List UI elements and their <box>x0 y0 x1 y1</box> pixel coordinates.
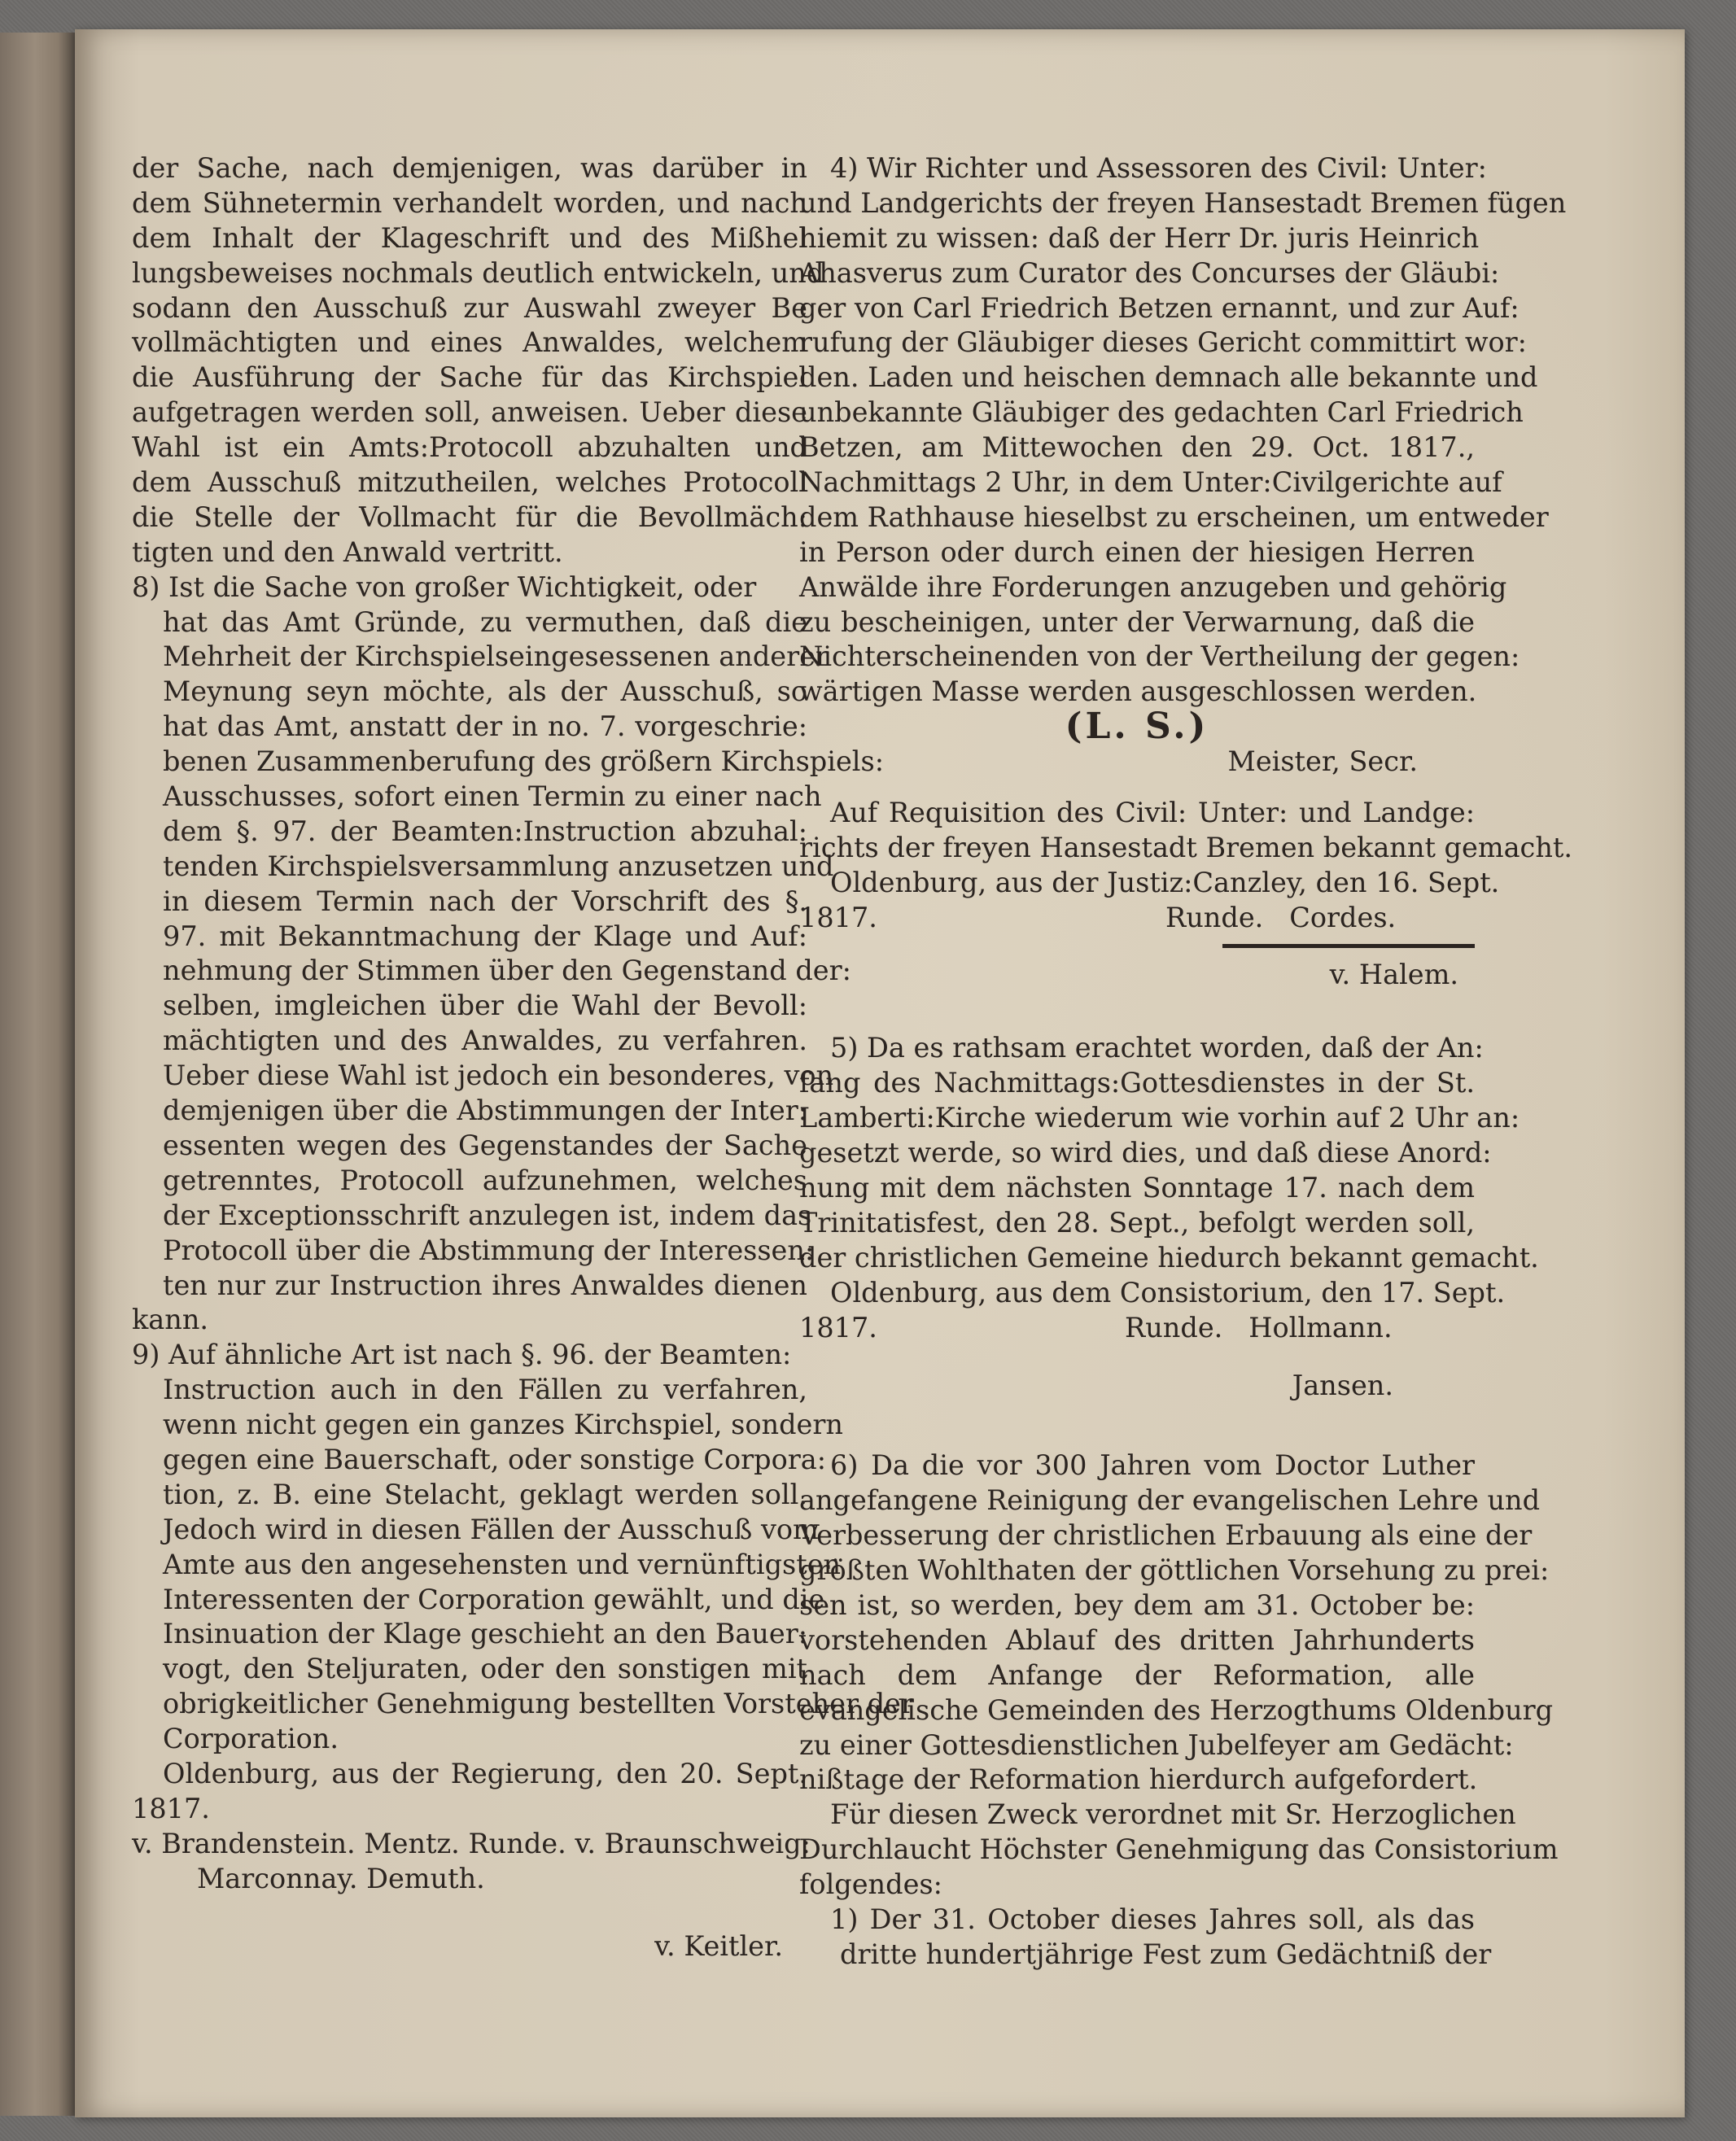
text-line: vorstehenden Ablauf des dritten Jahrhunderts <box>799 1623 1475 1656</box>
text-line: Lamberti:Kirche wiederum wie vorhin auf 2 Uhr an: <box>799 1102 1520 1134</box>
text-line: der Exceptionsschrift anzulegen ist, indem das <box>163 1199 812 1231</box>
text-line: Mehrheit der Kirchspielseingesessenen anderer <box>163 640 829 673</box>
signature-keitler: v. Keitler. <box>654 1929 783 1962</box>
signatories-1: Runde. Cordes. <box>1165 901 1397 933</box>
text-line: der christlichen Gemeine hiedurch bekannt gemacht. <box>799 1241 1539 1274</box>
text-line: vogt, den Steljuraten, oder den sonstigen mit <box>163 1653 807 1685</box>
text-line: Auf Requisition des Civil: Unter: und Landge: <box>830 797 1475 829</box>
text-line: mächtigten und des Anwaldes, zu verfahren. <box>163 1025 807 1057</box>
text-line: und Landgerichts der freyen Hansestadt Bremen fügen <box>799 186 1567 219</box>
text-line: tion, z. B. eine Stelacht, geklagt werden soll. <box>163 1478 807 1510</box>
year-1817-b: 1817. <box>799 1311 877 1344</box>
text-line: Betzen, am Mittewochen den 29. Oct. 1817., <box>799 431 1475 464</box>
text-line: essenten wegen des Gegenstandes der Sache <box>163 1129 807 1161</box>
text-line: Instruction auch in den Fällen zu verfahren, <box>163 1374 807 1406</box>
text-line: ger von Carl Friedrich Betzen ernannt, und zur Auf: <box>799 291 1520 324</box>
text-line: dem Sühnetermin verhandelt worden, und nach <box>132 186 807 219</box>
text-line: hat das Amt, anstatt der in no. 7. vorgeschrie: <box>163 710 807 743</box>
text-line: Ahasverus zum Curator des Concurses der Gläubi: <box>799 256 1500 289</box>
text-line: Insinuation der Klage geschieht an den Bauer: <box>163 1618 807 1650</box>
text-line: Ueber diese Wahl ist jedoch ein besonderes, von <box>163 1060 834 1092</box>
text-line: in diesem Termin nach der Vorschrift des §. <box>163 885 807 917</box>
text-line: dritte hundertjährige Fest zum Gedächtniß der <box>840 1938 1492 1970</box>
text-line: Interessenten der Corporation gewählt, und die <box>163 1583 825 1615</box>
text-line: der Sache, nach demjenigen, was darüber in <box>132 152 807 184</box>
right-column <box>799 151 1573 1973</box>
text-line: Oldenburg, aus der Justiz:Canzley, den 16. Sept. <box>830 866 1500 898</box>
text-line: folgendes: <box>799 1868 942 1901</box>
text-line: zu einer Gottesdienstlichen Jubelfeyer am Gedächt: <box>799 1728 1514 1761</box>
text-line: 4) Wir Richter und Assessoren des Civil: Unter: <box>830 152 1487 184</box>
text-line: Nichterscheinenden von der Vertheilung der gegen: <box>799 640 1520 673</box>
text-line: Meynung seyn möchte, als der Ausschuß, so <box>163 675 807 708</box>
text-line: die Stelle der Vollmacht für die Bevollmäch: <box>132 500 807 533</box>
text-line: dem Rathhause hieselbst zu erscheinen, um entweder <box>799 500 1549 533</box>
text-line: nach dem Anfange der Reformation, alle <box>799 1658 1475 1691</box>
text-line: fang des Nachmittags:Gottesdienstes in der St. <box>799 1067 1475 1099</box>
text-line: die Ausführung der Sache für das Kirchspiel <box>132 361 807 394</box>
text-line: wenn nicht gegen ein ganzes Kirchspiel, sondern <box>163 1409 843 1441</box>
text-line: hiemit zu wissen: daß der Herr Dr. juris Heinrich <box>799 221 1480 254</box>
text-line: Corporation. <box>163 1723 339 1755</box>
text-line: Wahl ist ein Amts:Protocoll abzuhalten und <box>132 431 807 464</box>
year-1817: 1817. <box>799 901 877 933</box>
divider-rule <box>1222 944 1475 948</box>
text-line: in Person oder durch einen der hiesigen Herren <box>799 535 1475 568</box>
text-line: 8) Ist die Sache von großer Wichtigkeit, oder <box>132 570 757 603</box>
previous-page-edge <box>0 33 77 2116</box>
text-line: Oldenburg, aus der Regierung, den 20. Sept. <box>163 1757 807 1789</box>
text-line: gesetzt werde, so wird dies, und daß diese Anord: <box>799 1137 1492 1169</box>
text-line: Anwälde ihre Forderungen anzugeben und gehörig <box>799 570 1507 603</box>
text-line: sodann den Ausschuß zur Auswahl zweyer Be <box>132 291 807 324</box>
text-line: v. Brandenstein. Mentz. Runde. v. Braunschweig: <box>132 1827 811 1859</box>
text-line: Trinitatisfest, den 28. Sept., befolgt werden soll, <box>799 1206 1475 1239</box>
text-line: dem Inhalt der Klageschrift und des Mißhel <box>132 221 807 254</box>
notice-6 <box>799 1448 1559 1972</box>
text-line: angefangene Reinigung der evangelischen Lehre und <box>799 1484 1541 1517</box>
text-line: Marconnay. Demuth. <box>197 1862 485 1894</box>
text-line: wärtigen Masse werden ausgeschlossen werden. <box>799 675 1477 708</box>
signature-below-1: v. Halem. <box>1329 958 1458 990</box>
text-line: Oldenburg, aus dem Consistorium, den 17. Sept. <box>830 1276 1506 1309</box>
text-line: 5) Da es rathsam erachtet worden, daß der An: <box>830 1032 1484 1064</box>
signature-line-2 <box>799 1311 1475 1346</box>
text-line: Durchlaucht Höchster Genehmigung das Consistorium <box>799 1833 1559 1866</box>
text-line: Amte aus den angesehensten und vernünftigsten <box>163 1548 842 1580</box>
text-line: nehmung der Stimmen über den Gegenstand der: <box>163 955 851 987</box>
text-line: richts der freyen Hansestadt Bremen bekannt gemacht. <box>799 831 1573 863</box>
requisition-notice <box>799 796 1573 901</box>
text-line: ten nur zur Instruction ihres Anwaldes dienen <box>163 1269 807 1301</box>
signatories-2: Runde. Hollmann. <box>1125 1311 1393 1344</box>
text-line: hat das Amt Gründe, zu vermuthen, daß die <box>163 605 807 638</box>
text-line: nißtage der Reformation hierdurch aufgefordert. <box>799 1763 1478 1796</box>
text-line: Protocoll über die Abstimmung der Interessen: <box>163 1234 815 1266</box>
signature-below-2: Jansen. <box>1292 1369 1393 1401</box>
text-line: 97. mit Bekanntmachung der Klage und Auf: <box>163 920 807 952</box>
text-line: vollmächtigten und eines Anwaldes, welchem <box>132 326 807 359</box>
seal-stamp: (L. S.) <box>1065 706 1209 748</box>
text-line: den. Laden und heischen demnach alle bekannte und <box>799 361 1538 394</box>
signature-line-1 <box>799 901 1475 936</box>
document-page <box>75 29 1685 2117</box>
text-line: lungsbeweises nochmals deutlich entwickeln, und <box>132 256 824 289</box>
text-line: dem Ausschuß mitzutheilen, welches Protocoll <box>132 466 807 499</box>
text-line: rufung der Gläubiger dieses Gericht committirt wor: <box>799 326 1527 359</box>
secretary-signature: Meister, Secr. <box>1227 745 1418 778</box>
text-line: größten Wohlthaten der göttlichen Vorsehung zu prei: <box>799 1554 1550 1587</box>
notice-5 <box>799 1031 1539 1310</box>
text-line: gegen eine Bauerschaft, oder sonstige Corpora: <box>163 1443 827 1475</box>
text-line: Verbesserung der christlichen Erbauung als eine der <box>799 1519 1533 1552</box>
text-line: nung mit dem nächsten Sonntage 17. nach dem <box>799 1172 1475 1204</box>
text-line: 1817. <box>132 1792 210 1824</box>
text-line: getrenntes, Protocoll aufzunehmen, welches <box>163 1164 807 1196</box>
text-line: evangelische Gemeinden des Herzogthums Oldenburg <box>799 1693 1554 1726</box>
text-line: 1) Der 31. October dieses Jahres soll, als das <box>830 1903 1475 1935</box>
text-line: Jedoch wird in diesen Fällen der Ausschuß vom <box>163 1513 819 1545</box>
text-line: Für diesen Zweck verordnet mit Sr. Herzoglichen <box>830 1798 1516 1831</box>
text-line: benen Zusammenberufung des größern Kirchspiels: <box>163 745 884 778</box>
notice-4 <box>799 151 1567 710</box>
text-line: dem §. 97. der Beamten:Instruction abzuhal: <box>163 815 807 847</box>
text-line: tenden Kirchspielsversammlung anzusetzen und <box>163 850 834 882</box>
text-line: obrigkeitlicher Genehmigung bestellten Vorsteher der <box>163 1688 914 1720</box>
text-line: zu bescheinigen, unter der Verwarnung, daß die <box>799 605 1475 638</box>
text-line: 9) Auf ähnliche Art ist nach §. 96. der Beamten: <box>132 1339 792 1371</box>
text-line: aufgetragen werden soll, anweisen. Ueber diese <box>132 396 807 429</box>
text-line: kann. <box>132 1304 209 1336</box>
text-line: unbekannte Gläubiger des gedachten Carl Friedrich <box>799 396 1524 429</box>
text-line: Nachmittags 2 Uhr, in dem Unter:Civilgerichte auf <box>799 466 1502 499</box>
text-line: sen ist, so werden, bey dem am 31. October be: <box>799 1588 1475 1621</box>
text-line: demjenigen über die Abstimmungen der Inter: <box>163 1095 807 1127</box>
text-line: 6) Da die vor 300 Jahren vom Doctor Luther <box>830 1449 1475 1482</box>
text-line: selben, imgleichen über die Wahl der Bevoll: <box>163 990 807 1022</box>
text-line: Ausschusses, sofort einen Termin zu einer nach <box>163 780 822 813</box>
text-line: tigten und den Anwald vertritt. <box>132 535 563 568</box>
